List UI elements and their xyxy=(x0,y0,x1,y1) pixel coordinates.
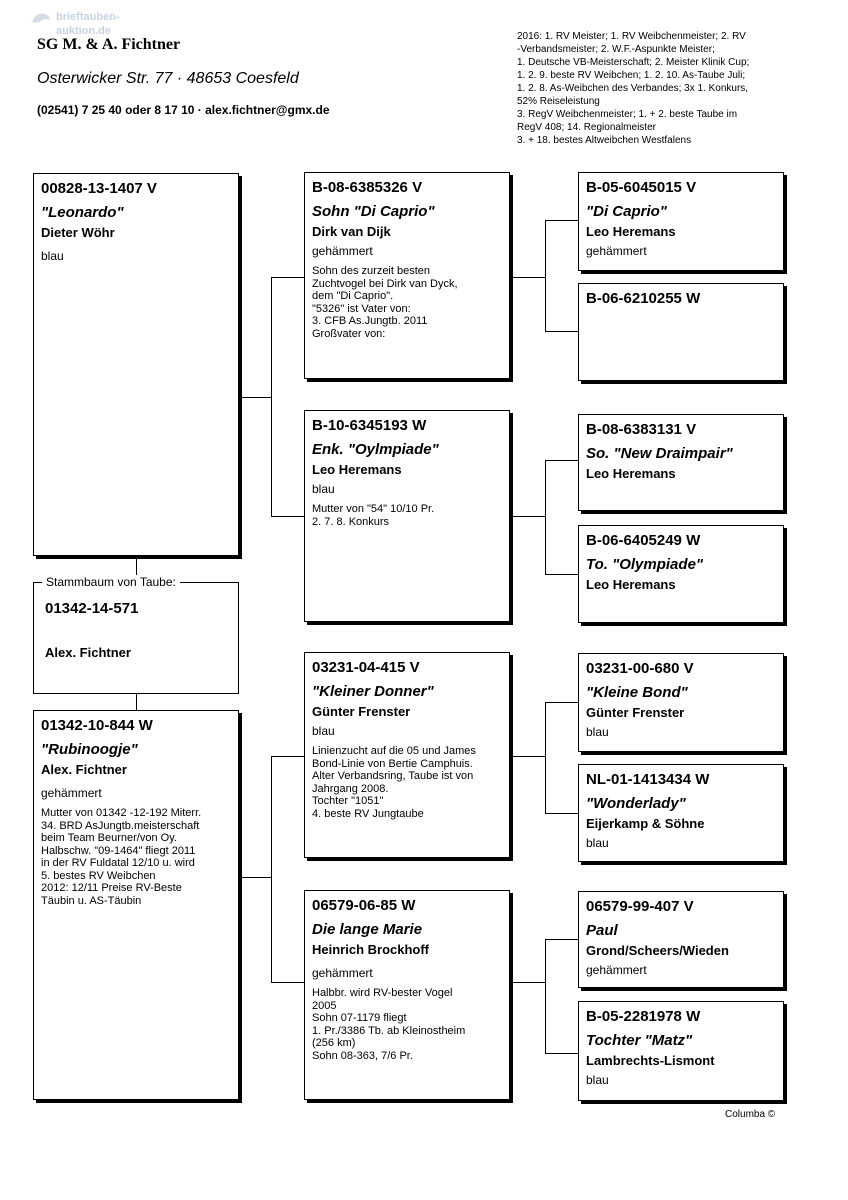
fm-note: Mutter von "54" 10/10 Pr. 2. 7. 8. Konkurs xyxy=(312,503,435,528)
achievement-line: 52% Reiseleistung xyxy=(517,96,600,107)
fm-ring: B-10-6345193 W xyxy=(312,417,427,434)
fm-breeder: Leo Heremans xyxy=(312,462,402,477)
achievements-list xyxy=(517,30,797,147)
ggp-mmm-card xyxy=(578,1001,784,1101)
connector-line xyxy=(545,702,578,703)
achievement-line: RegV 408; 14. Regionalmeister xyxy=(517,122,656,133)
connector-line xyxy=(545,460,546,575)
achievement-line: 2016: 1. RV Meister; 1. RV Weibchenmeister; 2. RV xyxy=(517,31,746,42)
pigeon-icon xyxy=(30,8,52,30)
fff-ring: B-05-6045015 V xyxy=(586,179,697,196)
achievement-line: 3. RegV Weibchenmeister; 1. + 2. beste Taube im xyxy=(517,109,738,120)
ff-note: Sohn des zurzeit besten Zuchtvogel bei Dirk van Dyck, dem "Di Caprio". "5326" ist Vater von: 3. CFB As.Jungtb. 2011 Großvater von: xyxy=(312,265,458,340)
mfm-color: blau xyxy=(586,836,609,850)
mother-breeder: Alex. Fichtner xyxy=(41,762,127,777)
grandfather-maternal-card xyxy=(304,652,510,858)
mmf-color: gehämmert xyxy=(586,963,647,977)
connector-line xyxy=(545,939,578,940)
ff-color: gehämmert xyxy=(312,244,373,258)
connector-line xyxy=(545,702,546,814)
connector-line xyxy=(545,1053,578,1054)
connector-line xyxy=(238,877,272,878)
connector-line xyxy=(545,331,578,332)
mmm-color: blau xyxy=(586,1073,609,1087)
fmm-breeder: Leo Heremans xyxy=(586,577,676,592)
mmf-name: Paul xyxy=(586,922,618,939)
connector-line xyxy=(509,982,546,983)
connector-line xyxy=(271,277,272,517)
grandfather-paternal-card xyxy=(304,172,510,379)
watermark-line2: auktion.de xyxy=(56,25,112,37)
connector-line xyxy=(509,277,546,278)
mm-ring: 06579-06-85 W xyxy=(312,897,416,914)
mff-breeder: Günter Frenster xyxy=(586,705,685,720)
owner-name: SG M. & A. Fichtner xyxy=(37,36,181,53)
mm-name: Die lange Marie xyxy=(312,921,423,938)
achievement-line: 1. 2. 9. beste RV Weibchen; 1. 2. 10. As-Taube Juli; xyxy=(517,70,746,81)
mf-ring: 03231-04-415 V xyxy=(312,659,420,676)
connector-line xyxy=(271,756,304,757)
mff-ring: 03231-00-680 V xyxy=(586,660,694,677)
achievement-line: 1. Deutsche VB-Meisterschaft; 2. Meister Klinik Cup; xyxy=(517,57,750,68)
ff-ring: B-08-6385326 V xyxy=(312,179,423,196)
father-breeder: Dieter Wöhr xyxy=(41,225,115,240)
mm-note: Halbbr. wird RV-bester Vogel 2005 Sohn 07-1179 fliegt 1. Pr./3386 Tb. ab Kleinostheim (256 km) Sohn 08-363, 7/6 Pr. xyxy=(312,987,466,1062)
mff-color: blau xyxy=(586,725,609,739)
fmf-breeder: Leo Heremans xyxy=(586,466,676,481)
copyright-footer: Columba © xyxy=(725,1109,776,1120)
mother-color: gehämmert xyxy=(41,786,102,800)
mfm-breeder: Eijerkamp & Söhne xyxy=(586,816,705,831)
connector-line xyxy=(545,574,578,575)
achievement-line: 3. + 18. bestes Altweibchen Westfalens xyxy=(517,135,692,146)
ggp-ffm-card xyxy=(578,283,784,381)
connector-line xyxy=(271,516,304,517)
father-name: "Leonardo" xyxy=(41,204,124,221)
mother-name: "Rubinoogje" xyxy=(41,741,138,758)
mff-name: "Kleine Bond" xyxy=(586,684,688,701)
achievement-line: -Verbandsmeister; 2. W.F.-Aspunkte Meister; xyxy=(517,44,715,55)
owner-contact: (02541) 7 25 40 oder 8 17 10 · alex.fichtner@gmx.de xyxy=(37,103,330,117)
mmf-breeder: Grond/Scheers/Wieden xyxy=(586,943,729,958)
fff-breeder: Leo Heremans xyxy=(586,224,676,239)
ggp-mfm-card xyxy=(578,764,784,862)
connector-line xyxy=(509,756,546,757)
fmf-name: So. "New Draimpair" xyxy=(586,445,733,462)
mfm-name: "Wonderlady" xyxy=(586,795,686,812)
ffm-ring: B-06-6210255 W xyxy=(586,290,701,307)
father-card xyxy=(33,173,239,556)
ff-name: Sohn "Di Caprio" xyxy=(312,203,435,220)
mother-ring: 01342-10-844 W xyxy=(41,717,153,734)
fm-name: Enk. "Oylmpiade" xyxy=(312,441,439,458)
connector-line xyxy=(545,813,578,814)
mother-card xyxy=(33,710,239,1100)
fm-color: blau xyxy=(312,482,335,496)
connector-line xyxy=(271,277,304,278)
mf-breeder: Günter Frenster xyxy=(312,704,411,719)
mmm-ring: B-05-2281978 W xyxy=(586,1008,701,1025)
fff-color: gehämmert xyxy=(586,244,647,258)
connector-line xyxy=(545,220,578,221)
mmm-name: Tochter "Matz" xyxy=(586,1032,693,1049)
mf-note: Linienzucht auf die 05 und James Bond-Linie von Bertie Camphuis. Alter Verbandsring, Taube ist von Jahrgang 2008. Tochter "1051" 4. beste RV Jungtaube xyxy=(312,745,476,820)
mf-name: "Kleiner Donner" xyxy=(312,683,434,700)
fmm-name: To. "Olympiade" xyxy=(586,556,704,573)
subject-ring: 01342-14-571 xyxy=(45,600,139,617)
ggp-fmm-card xyxy=(578,525,784,623)
connector-line xyxy=(136,694,137,711)
subject-card xyxy=(33,582,239,694)
fmm-ring: B-06-6405249 W xyxy=(586,532,701,549)
subject-owner: Alex. Fichtner xyxy=(45,645,131,660)
fmf-ring: B-08-6383131 V xyxy=(586,421,697,438)
mm-color: gehämmert xyxy=(312,966,373,980)
connector-line xyxy=(271,982,304,983)
connector-line xyxy=(545,939,546,1054)
owner-address: Osterwicker Str. 77 · 48653 Coesfeld xyxy=(37,70,299,87)
ggp-fff-card xyxy=(578,172,784,271)
connector-line xyxy=(545,220,546,332)
fff-name: "Di Caprio" xyxy=(586,203,667,220)
grandmother-maternal-card xyxy=(304,890,510,1100)
connector-line xyxy=(271,756,272,983)
ff-breeder: Dirk van Dijk xyxy=(312,224,391,239)
mmm-breeder: Lambrechts-Lismont xyxy=(586,1053,715,1068)
mother-note: Mutter von 01342 -12-192 Miterr. 34. BRD AsJungtb.meisterschaft beim Team Beurner/von Oy. Halbschw. "09-1464" fliegt 2011 in der RV Fuldatal 12/10 u. wird 5. bestes RV Weibchen 2012: 12/11 Preise RV-Beste Täubin u. AS-Täubin xyxy=(41,807,202,907)
connector-line xyxy=(509,516,546,517)
mfm-ring: NL-01-1413434 W xyxy=(586,771,710,788)
connector-line xyxy=(238,397,272,398)
watermark-line1: brieftauben- xyxy=(56,11,120,23)
grandmother-paternal-card xyxy=(304,410,510,622)
father-ring: 00828-13-1407 V xyxy=(41,180,157,197)
ggp-fmf-card xyxy=(578,414,784,511)
subject-label: Stammbaum von Taube: xyxy=(42,575,180,589)
ggp-mmf-card xyxy=(578,891,784,988)
mm-breeder: Heinrich Brockhoff xyxy=(312,942,430,957)
father-color: blau xyxy=(41,249,64,263)
mf-color: blau xyxy=(312,724,335,738)
connector-line xyxy=(545,460,578,461)
ggp-mff-card xyxy=(578,653,784,752)
achievement-line: 1. 2. 8. As-Weibchen des Verbandes; 3x 1. Konkurs, xyxy=(517,83,749,94)
mmf-ring: 06579-99-407 V xyxy=(586,898,694,915)
